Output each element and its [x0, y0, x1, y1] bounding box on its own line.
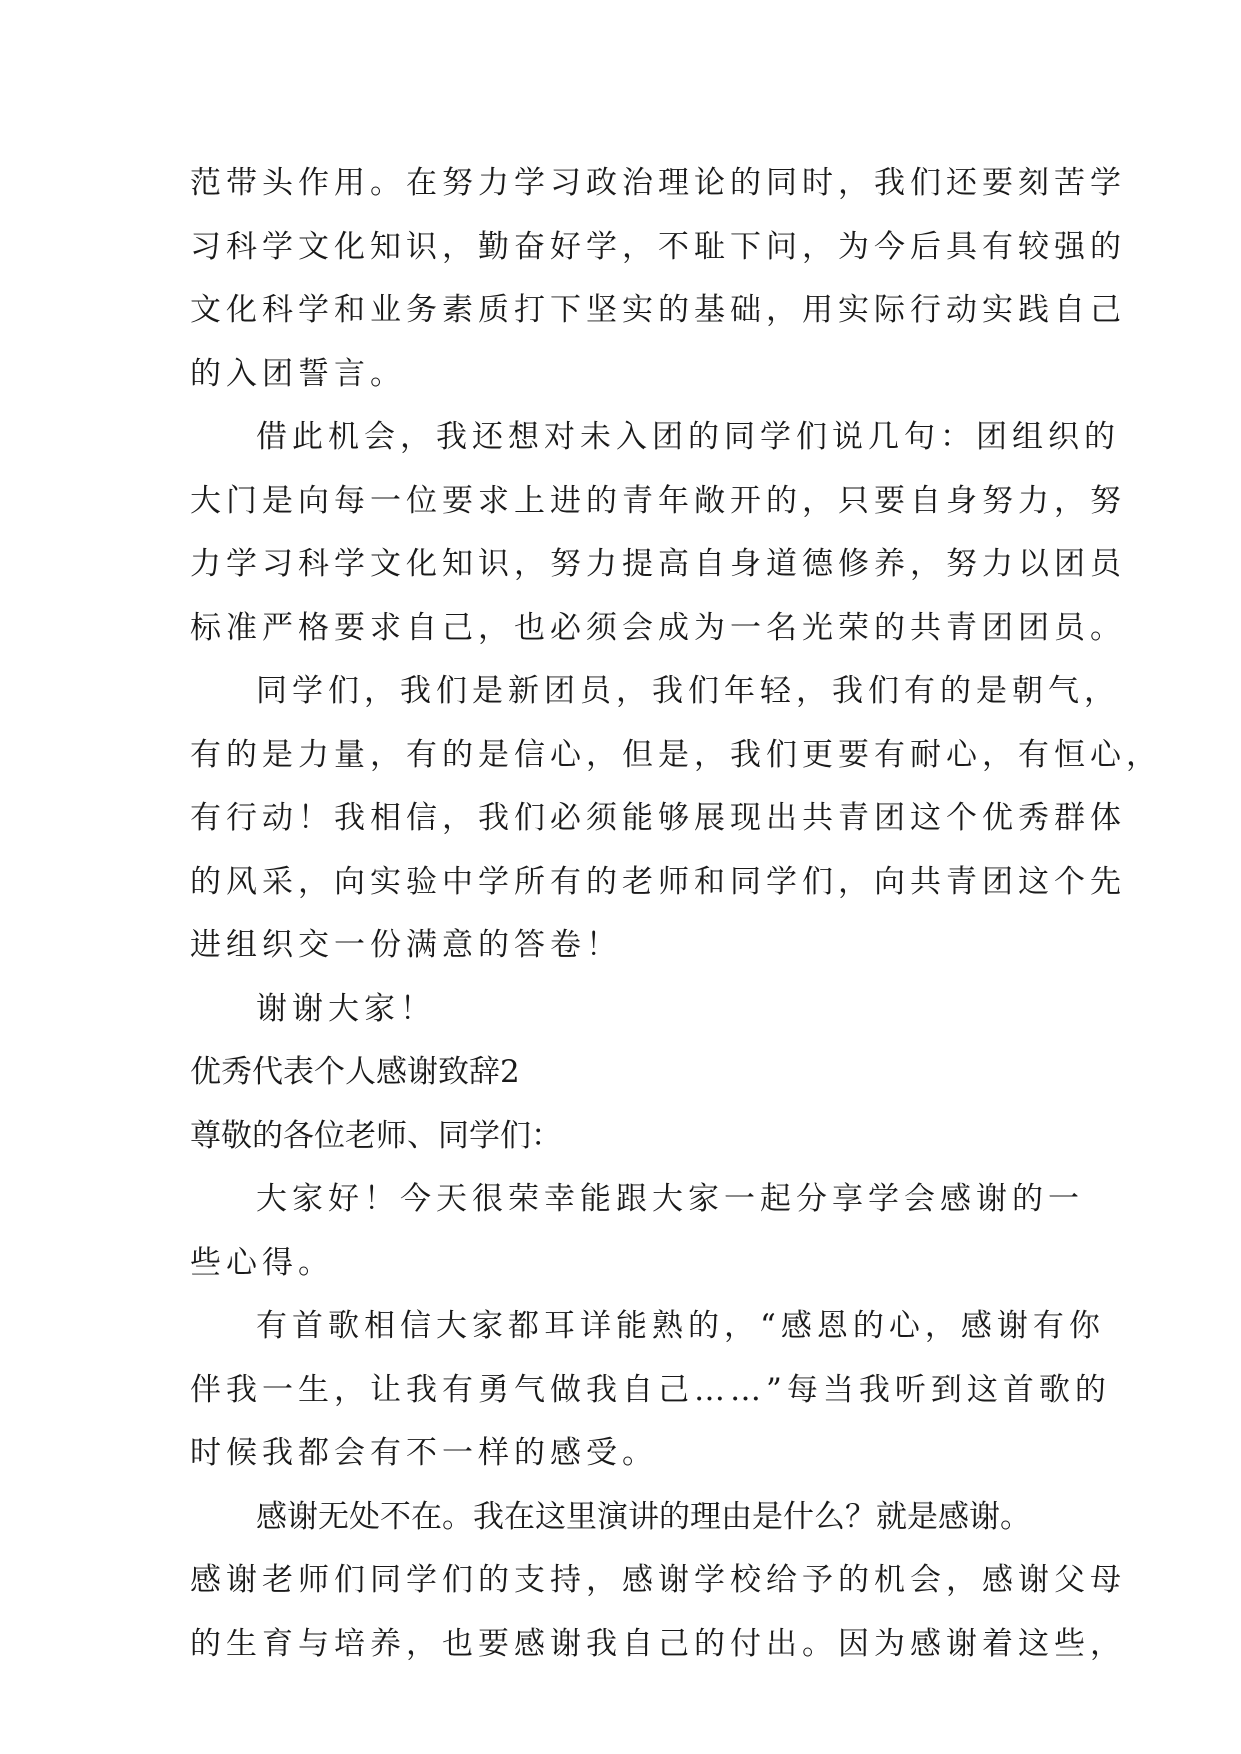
text-line: 有行动！我相信，我们必须能够展现出共青团这个优秀群体: [190, 800, 1126, 836]
paragraph-start-line: 大家好！今天很荣幸能跟大家一起分享学会感谢的一: [256, 1181, 1084, 1217]
paragraph-start-line: 有首歌相信大家都耳详能熟的，“感恩的心，感谢有你: [256, 1308, 1105, 1344]
text-line: 习科学文化知识，勤奋好学，不耻下问，为今后具有较强的: [190, 228, 1126, 265]
text-line: 的入团誓言。: [190, 355, 406, 392]
text-line: 时候我都会有不一样的感受。: [190, 1435, 658, 1471]
text-line: 感谢老师们同学们的支持，感谢学校给予的机会，感谢父母: [190, 1562, 1126, 1598]
body-text: [190, 152, 1162, 1676]
paragraph-start-line: 借此机会，我还想对未入团的同学们说几句：团组织的: [256, 419, 1120, 455]
text-line: 标准严格要求自己，也必须会成为一名光荣的共青团团员。: [190, 609, 1126, 646]
salutation: 尊敬的各位老师、同学们：: [190, 1117, 562, 1154]
paragraph-start-line: 感谢无处不在。我在这里演讲的理由是什么？就是感谢。: [256, 1498, 1031, 1535]
paragraph-start-line: 同学们，我们是新团员，我们年轻，我们有的是朝气，: [256, 673, 1120, 709]
text-line: 文化科学和业务素质打下坚实的基础，用实际行动实践自己: [190, 292, 1126, 328]
text-line: 有的是力量，有的是信心，但是，我们更要有耐心，有恒心，: [190, 736, 1162, 773]
text-line: 大门是向每一位要求上进的青年敞开的，只要自身努力，努: [190, 482, 1126, 519]
section-title: 优秀代表个人感谢致辞2: [190, 1054, 520, 1090]
text-line: 进组织交一份满意的答卷！: [190, 927, 622, 963]
text-line: 些心得。: [190, 1244, 334, 1281]
text-line: 的风采，向实验中学所有的老师和同学们，向共青团这个先: [190, 863, 1126, 900]
text-line: 范带头作用。在努力学习政治理论的同时，我们还要刻苦学: [190, 165, 1126, 201]
text-line: 力学习科学文化知识，努力提高自身道德修养，努力以团员: [190, 546, 1126, 582]
closing-line: 谢谢大家！: [256, 990, 436, 1027]
text-line: 的生育与培养，也要感谢我自己的付出。因为感谢着这些，: [190, 1625, 1126, 1662]
text-line: 伴我一生，让我有勇气做我自己……”每当我听到这首歌的: [190, 1371, 1111, 1408]
